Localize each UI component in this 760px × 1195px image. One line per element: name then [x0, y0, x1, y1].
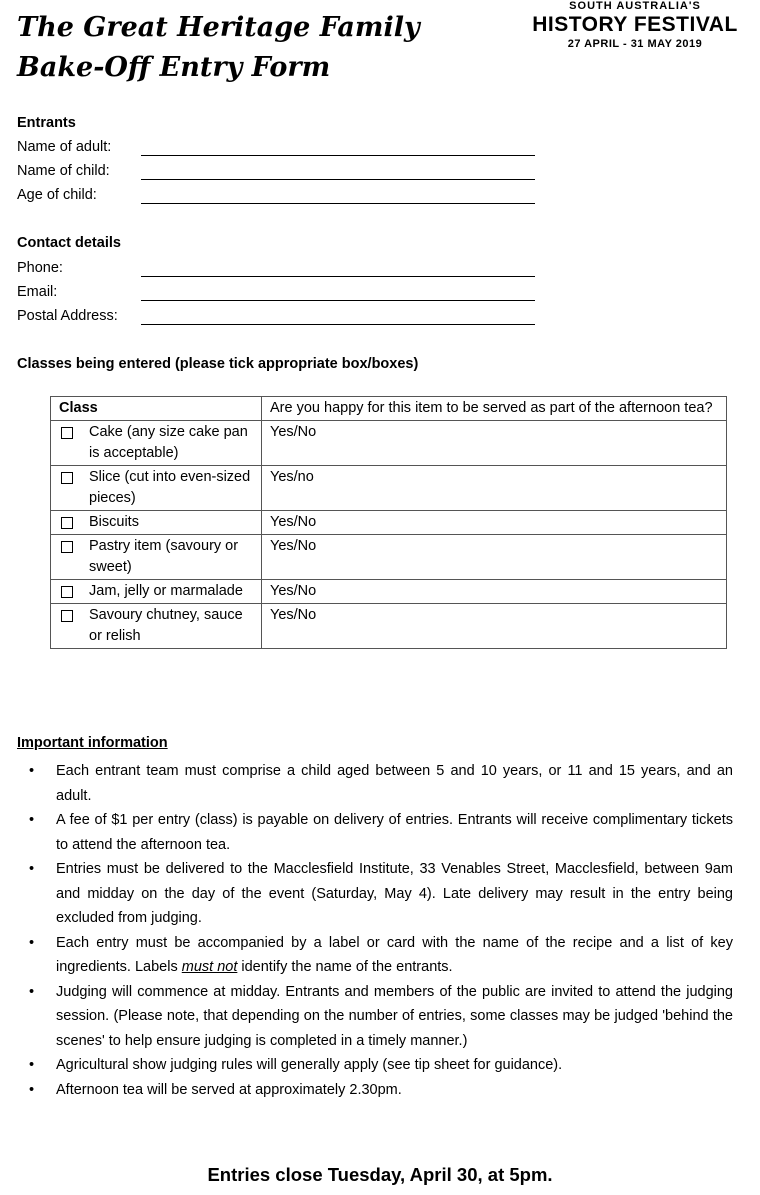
postal-address-label: Postal Address:: [17, 308, 118, 324]
child-name-field[interactable]: [141, 179, 535, 180]
class-item-label: Cake (any size cake pan is acceptable): [89, 424, 248, 461]
serve-answer: Yes/No: [262, 535, 727, 580]
class-column-header: Class: [51, 397, 262, 421]
bullet-icon: •: [29, 812, 35, 828]
checkbox-slice[interactable]: [61, 472, 73, 484]
logo-line1: SOUTH AUSTRALIA'S: [569, 0, 701, 12]
checkbox-jam[interactable]: [61, 586, 73, 598]
phone-field[interactable]: [141, 276, 535, 277]
table-header-row: [51, 397, 727, 421]
form-title-line1: The Great Heritage Family: [17, 12, 420, 43]
adult-name-label: Name of adult:: [17, 139, 112, 155]
entries-close-notice: Entries close Tuesday, April 30, at 5pm.: [207, 1164, 553, 1185]
list-item: • Entries must be delivered to the Macclesfield Institute, 33 Venables Street, Macclesfield, between 9am and midday on the day of the event (Saturday, May 4). Late delivery may result in the entry being excluded from judging.: [17, 857, 733, 931]
bullet-icon: •: [29, 983, 35, 1000]
important-info-heading: Important information: [17, 735, 168, 751]
table-row: [51, 535, 727, 580]
checkbox-chutney[interactable]: [61, 610, 73, 622]
table-row: [51, 421, 727, 466]
emphasis-text: must not: [181, 959, 238, 975]
table-row: [51, 604, 727, 649]
list-item: • Agricultural show judging rules will generally apply (see tip sheet for guidance).: [17, 1053, 733, 1078]
bullet-icon: •: [29, 861, 35, 877]
table-row: [51, 580, 727, 604]
serve-answer: Yes/No: [262, 604, 727, 649]
phone-label: Phone:: [17, 260, 63, 276]
bullet-icon: •: [29, 763, 35, 779]
child-name-label: Name of child:: [17, 163, 110, 179]
list-item: • Afternoon tea will be served at approximately 2.30pm.: [17, 1078, 733, 1103]
checkbox-biscuits[interactable]: [61, 517, 73, 529]
serve-column-header: Are you happy for this item to be served as part of the afternoon tea?: [262, 397, 727, 421]
email-field[interactable]: [141, 300, 535, 301]
bullet-icon: •: [29, 1081, 35, 1098]
list-item: • Each entry must be accompanied by a label or card with the name of the recipe and a list of key ingredients. Labels must not identify the name of the entrants.: [17, 931, 733, 980]
important-info-list: [17, 759, 733, 1102]
list-item: • A fee of $1 per entry (class) is payable on delivery of entries. Entrants will receive complimentary tickets to attend the afternoon tea.: [17, 808, 733, 857]
class-item-label: Pastry item (savoury or sweet): [89, 538, 239, 575]
adult-name-field[interactable]: [141, 155, 535, 156]
class-item-label: Biscuits: [89, 514, 139, 530]
serve-answer: Yes/no: [262, 466, 727, 511]
history-festival-logo: [532, 0, 738, 50]
class-item-label: Savoury chutney, sauce or relish: [89, 607, 243, 644]
checkbox-cake[interactable]: [61, 427, 73, 439]
form-title-line2: Bake-Off Entry Form: [17, 52, 331, 83]
child-age-field[interactable]: [141, 203, 535, 204]
table-row: [51, 466, 727, 511]
contact-heading: Contact details: [17, 235, 121, 251]
email-label: Email:: [17, 284, 58, 300]
class-item-label: Slice (cut into even-sized pieces): [89, 469, 251, 506]
bullet-icon: •: [29, 934, 35, 951]
bullet-icon: •: [29, 1057, 35, 1073]
list-item: • Judging will commence at midday. Entrants and members of the public are invited to attend the judging session. (Please note, that depending on the number of entries, some classes may be judged 'behind the scenes' to help ensure judging is completed in a timely manner.): [17, 980, 733, 1054]
classes-heading: Classes being entered (please tick appropriate box/boxes): [17, 356, 419, 372]
logo-line3: 27 APRIL - 31 MAY 2019: [567, 38, 703, 50]
postal-address-field[interactable]: [141, 324, 535, 325]
entrants-heading: Entrants: [17, 115, 76, 131]
serve-answer: Yes/No: [262, 421, 727, 466]
checkbox-pastry[interactable]: [61, 541, 73, 553]
class-item-label: Jam, jelly or marmalade: [89, 583, 243, 599]
serve-answer: Yes/No: [262, 580, 727, 604]
serve-answer: Yes/No: [262, 511, 727, 535]
classes-table: [50, 396, 727, 649]
logo-line2: HISTORY FESTIVAL: [532, 13, 738, 36]
form-title: [17, 8, 420, 88]
child-age-label: Age of child:: [17, 187, 97, 203]
list-item: • Each entrant team must comprise a child aged between 5 and 10 years, or 11 and 15 years, and an adult.: [17, 759, 733, 808]
table-row: [51, 511, 727, 535]
